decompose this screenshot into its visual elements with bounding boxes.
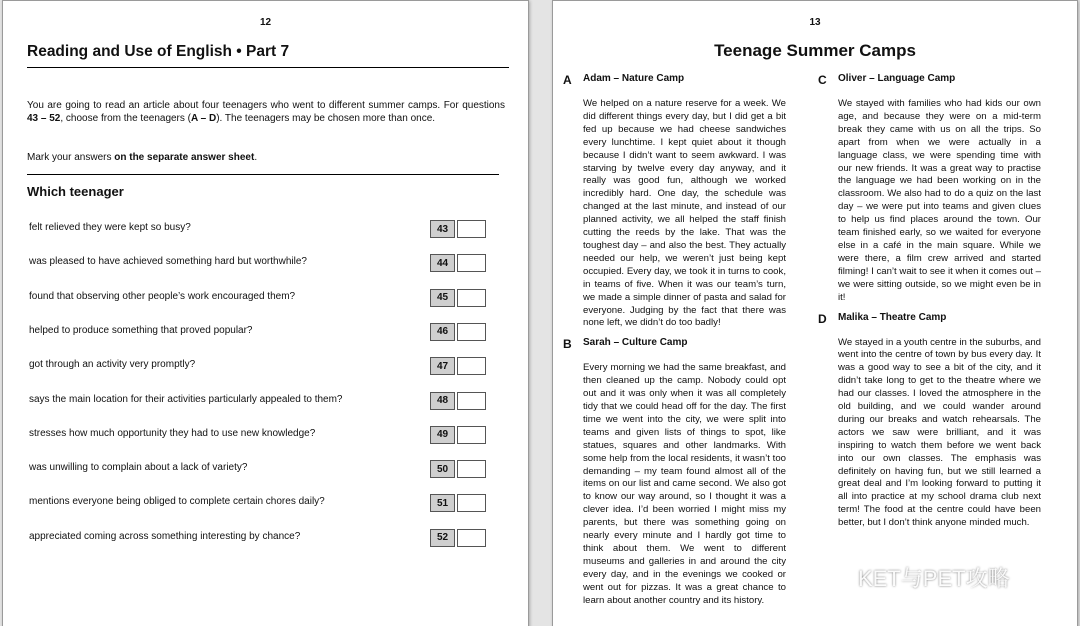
part-title: Reading and Use of English • Part 7 [27, 43, 290, 60]
question-row [27, 460, 487, 478]
answer-box[interactable] [457, 460, 486, 478]
question-row [27, 289, 487, 307]
answer-box[interactable] [457, 323, 486, 341]
question-row [27, 254, 487, 272]
question-row [27, 392, 487, 410]
article-column-left [563, 73, 788, 615]
question-number: 52 [430, 529, 455, 547]
section-title: Oliver – Language Camp [838, 73, 956, 84]
answer-box[interactable] [457, 426, 486, 444]
question-number: 49 [430, 426, 455, 444]
section-header [818, 312, 1043, 330]
answer-box[interactable] [457, 392, 486, 410]
exam-page-left [2, 0, 529, 626]
question-row [27, 529, 487, 547]
question-number: 45 [430, 289, 455, 307]
question-text: felt relieved they were kept so busy? [29, 222, 191, 233]
question-text: was pleased to have achieved something hard but worthwhile? [29, 256, 307, 268]
task-instructions [27, 99, 505, 125]
question-number: 44 [430, 254, 455, 272]
instructions-text: ). The teenagers may be chosen more than once. [216, 113, 436, 124]
question-text: got through an activity very promptly? [29, 359, 196, 371]
question-row [27, 323, 487, 341]
title-divider [27, 67, 509, 68]
section-title: Malika – Theatre Camp [838, 311, 947, 323]
section-divider [27, 174, 499, 175]
instructions-emphasis: on the separate answer sheet [114, 152, 255, 163]
page-number: 12 [259, 17, 272, 28]
question-row [27, 494, 487, 512]
question-row [27, 357, 487, 375]
instructions-question-range: 43 – 52 [27, 113, 61, 124]
instructions-text: . [254, 152, 258, 163]
section-letter: D [818, 311, 827, 326]
section-letter: C [818, 73, 827, 87]
section-letter: A [563, 73, 572, 87]
article-title: Teenage Summer Camps [714, 41, 916, 60]
section-body: We stayed with families who had kids our own age, and because they were on a mid-term break they came with us on all the trips. So apart from when we were actually in a language class, we were spending time with our new friends. It was a great way to practise the language we had been working on in the classroom. We also had to do a quiz on the last day – we were put into teams and given clues to help us find places around the town. Our team finished early, so we waited for everyone else in a café in the main square. While we were there, a film crew arrived and started filming! I can’t wait to see it when it comes out – we were sitting outside, so we might even be in it! [838, 98, 1041, 303]
section-header [563, 73, 788, 91]
section-letter: B [563, 337, 572, 352]
answer-box[interactable] [457, 357, 486, 375]
question-text: was unwilling to complain about a lack of variety? [29, 462, 248, 474]
question-heading: Which teenager [27, 184, 124, 199]
question-text: says the main location for their activities particularly appealed to them? [29, 393, 343, 405]
question-number: 46 [430, 323, 455, 341]
section-title: Sarah – Culture Camp [583, 337, 688, 349]
page-number: 13 [809, 17, 821, 28]
question-text: helped to produce something that proved popular? [29, 324, 253, 336]
question-text: appreciated coming across something interesting by chance? [29, 530, 301, 542]
answer-box[interactable] [457, 220, 486, 238]
section-body: Every morning we had the same breakfast, and then cleaned up the camp. Nobody could opt out and it was only when it was all completely tidy that we could head off for the day. The first time we went into the city, we were split into teams and given lists of things to spot, like statues, squares and other landmarks. With some help from the local residents, it wasn’t too demanding – my team found almost all of the items on our list and came second. We also got to know our way around, so I thought it was a clever idea. I’d been worried I might miss my parents, but there was something going on nearly every minute and I hardly got time to think about them. We went to different museums and galleries in and around the city every day, and in the evenings we cooked or went out for pizzas. It was a great chance to learn about another country and its history. [583, 362, 786, 606]
question-number: 43 [430, 220, 455, 238]
question-row [27, 426, 487, 444]
instructions-letters: A – D [191, 113, 217, 124]
section-body: We helped on a nature reserve for a week. We did different things every day, but I did get a bit fed up because we had cheese sandwiches every lunchtime. I kept quiet about it though because I didn’t want to seem awkward. I was starving by twelve every day anyway, and it really was good fun, although we worked incredibly hard. One day, the schedule was changed at the last minute, and instead of our planned activity, we all helped the staff finish cutting the reeds by the lake. That was the toughest day – and also the best. They actually needed our help, we weren’t just being kept occupied. Every day, we took it in turns to cook, in teams of five. When it was our team’s turn, we made a simple dinner of pasta and salad for everyone. Judging by the fact that there was none left, we didn’t do too badly! [583, 98, 786, 329]
section-header [818, 73, 1043, 91]
question-text: found that observing other people’s work encouraged them? [29, 290, 296, 302]
section-title: Adam – Nature Camp [583, 73, 685, 84]
question-number: 47 [430, 357, 455, 375]
wechat-icon [814, 563, 852, 593]
watermark [814, 562, 1010, 593]
section-body: We stayed in a youth centre in the suburbs, and went into the centre of town by bus every day. It was a good way to see a bit of the city, and it didn’t take long to get to the theatre where we had our classes. I loved the atmosphere in the old building, and we could wander around during our breaks and watch rehearsals. The actors we saw were brilliant, and it was inspiring to watch them before we went back into our own classes. The emphasis was definitely on having fun, but we still learned a great deal and I’m looking forward to putting it all into practice at my school drama club next term! The food at the centre could have been better, but I don’t think anyone minded much. [838, 336, 1042, 529]
question-number: 48 [430, 392, 455, 410]
section-header [563, 337, 788, 355]
article-column-right [818, 73, 1043, 537]
answer-box[interactable] [457, 529, 486, 547]
question-text: mentions everyone being obliged to complete certain chores daily? [29, 496, 325, 508]
question-number: 51 [430, 494, 455, 512]
question-number: 50 [430, 460, 455, 478]
instructions-text: , choose from the teenagers ( [60, 113, 191, 124]
answer-box[interactable] [457, 494, 486, 512]
answer-box[interactable] [457, 254, 486, 272]
answer-sheet-instruction [27, 151, 505, 164]
question-text: stresses how much opportunity they had to use new knowledge? [29, 427, 316, 439]
instructions-text: Mark your answers [27, 152, 115, 163]
watermark-text: KET与PET攻略 [858, 566, 1010, 591]
exam-page-right [552, 0, 1078, 626]
instructions-text: You are going to read an article about four teenagers who went to different summer camps. For questions [27, 100, 505, 111]
answer-box[interactable] [457, 289, 486, 307]
question-row [27, 220, 487, 238]
